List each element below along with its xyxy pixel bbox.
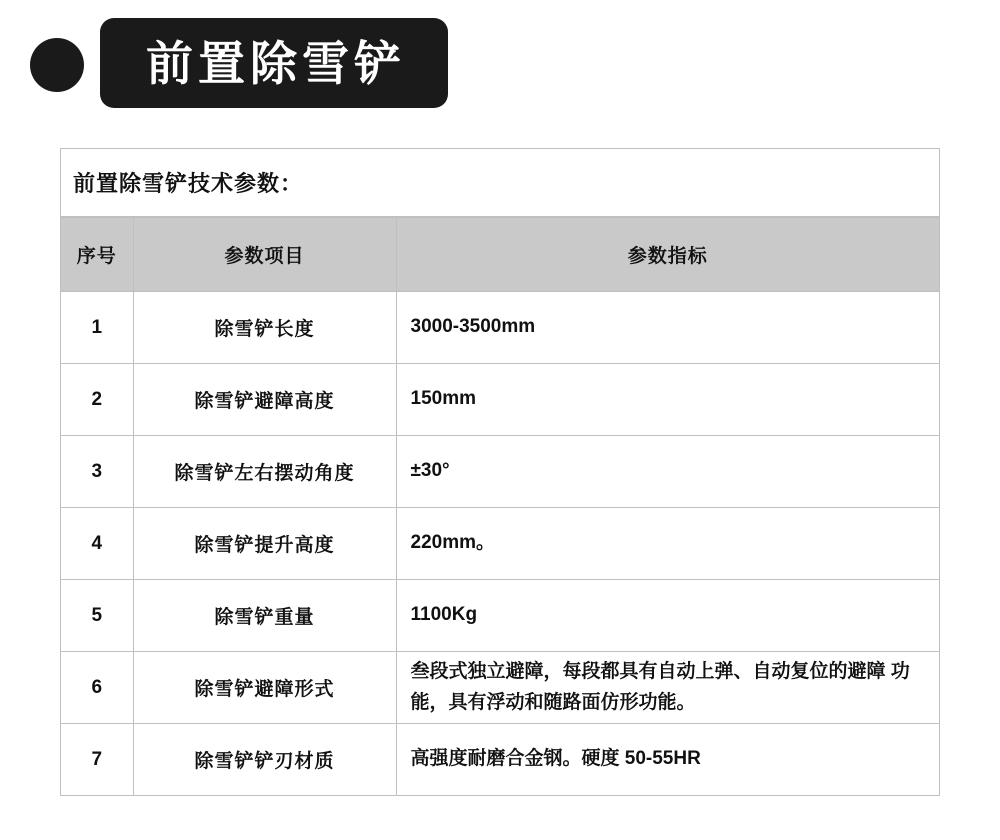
cell-index: 2 bbox=[61, 364, 133, 436]
column-header-parameter: 参数项目 bbox=[133, 218, 396, 292]
table-row bbox=[61, 508, 939, 580]
table-row bbox=[61, 724, 939, 796]
column-header-spec: 参数指标 bbox=[396, 218, 939, 292]
title-plate bbox=[100, 18, 448, 108]
table-row bbox=[61, 364, 939, 436]
cell-index: 3 bbox=[61, 436, 133, 508]
circle-bullet-icon bbox=[30, 38, 84, 92]
table-row bbox=[61, 652, 939, 724]
column-header-index: 序号 bbox=[61, 218, 133, 292]
spec-table-caption: 前置除雪铲技术参数： bbox=[61, 149, 939, 217]
cell-parameter: 除雪铲左右摆动角度 bbox=[133, 436, 396, 508]
cell-parameter: 除雪铲重量 bbox=[133, 580, 396, 652]
cell-spec: 220mm。 bbox=[396, 508, 939, 580]
cell-spec: 高强度耐磨合金钢。硬度 50-55HR bbox=[396, 724, 939, 796]
cell-index: 4 bbox=[61, 508, 133, 580]
cell-parameter: 除雪铲长度 bbox=[133, 292, 396, 364]
table-row bbox=[61, 436, 939, 508]
spec-table bbox=[61, 217, 939, 796]
cell-index: 1 bbox=[61, 292, 133, 364]
cell-spec: 150mm bbox=[396, 364, 939, 436]
page-header bbox=[0, 0, 1000, 130]
table-row bbox=[61, 580, 939, 652]
cell-index: 7 bbox=[61, 724, 133, 796]
cell-parameter: 除雪铲避障形式 bbox=[133, 652, 396, 724]
cell-spec: ±30° bbox=[396, 436, 939, 508]
spec-table-container bbox=[60, 148, 940, 796]
table-row bbox=[61, 292, 939, 364]
cell-index: 6 bbox=[61, 652, 133, 724]
cell-parameter: 除雪铲提升高度 bbox=[133, 508, 396, 580]
cell-spec: 3000-3500mm bbox=[396, 292, 939, 364]
page-title: 前置除雪铲 bbox=[146, 36, 406, 90]
table-header-row bbox=[61, 218, 939, 292]
cell-parameter: 除雪铲避障高度 bbox=[133, 364, 396, 436]
cell-parameter: 除雪铲铲刃材质 bbox=[133, 724, 396, 796]
cell-spec: 叁段式独立避障，每段都具有自动上弹、自动复位的避障 功能，具有浮动和随路面仿形功能。 bbox=[396, 652, 939, 724]
cell-index: 5 bbox=[61, 580, 133, 652]
cell-spec: 1100Kg bbox=[396, 580, 939, 652]
